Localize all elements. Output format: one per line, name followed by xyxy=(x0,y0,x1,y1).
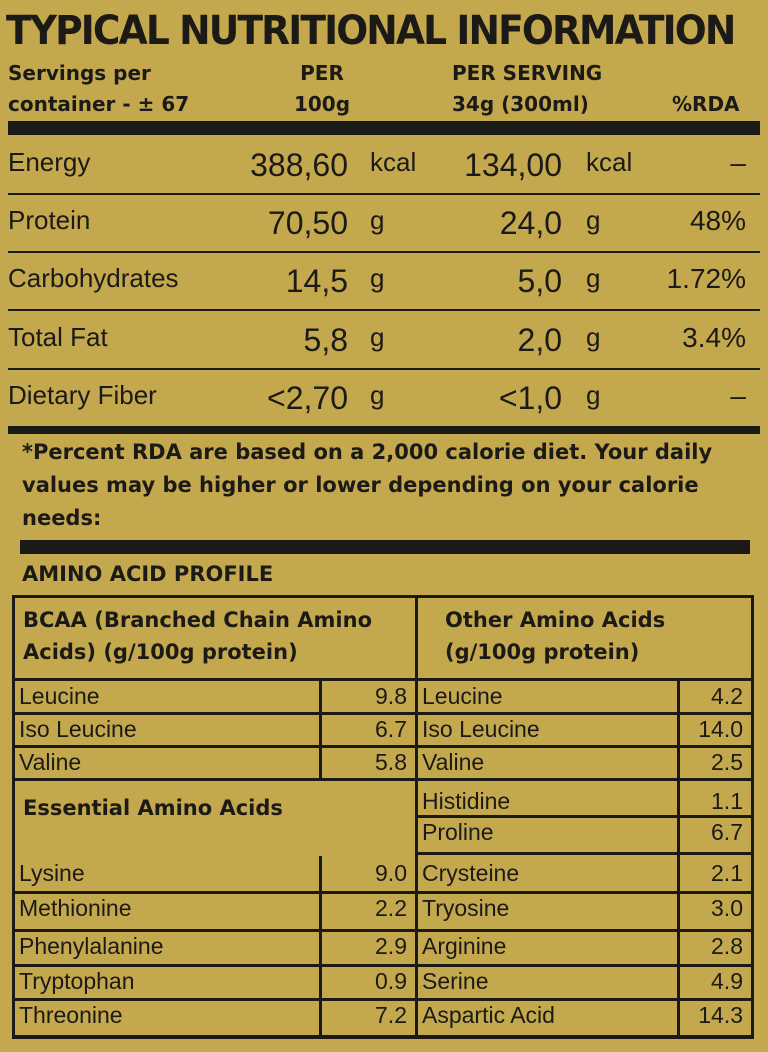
nutrient-row xyxy=(8,368,760,426)
essential-value: 9.0 xyxy=(375,860,407,886)
per-100g-value: 388,60 xyxy=(250,147,348,183)
other-amino-name: Crysteine xyxy=(422,860,520,886)
other-amino-name: Arginine xyxy=(422,933,507,959)
per-serving-unit: g xyxy=(586,205,601,235)
amino-acid-heading: AMINO ACID PROFILE xyxy=(22,562,274,586)
servings-label: Servings per container - ± 67 xyxy=(8,61,190,116)
per-100g-unit: g xyxy=(370,263,385,293)
nutrient-name: Carbohydrates xyxy=(8,263,179,293)
per-serving-unit: g xyxy=(586,263,601,293)
per-100g-header: PER 100g xyxy=(293,61,351,116)
per-serving-value: 134,00 xyxy=(464,147,562,183)
other-amino-name: Serine xyxy=(422,968,489,994)
footnote: *Percent RDA are based on a 2,000 calorie diet. Your daily values may be higher or lower depending on your calorie needs: xyxy=(22,440,713,530)
other-amino-value: 4.9 xyxy=(711,968,743,994)
other-value-divider xyxy=(677,678,680,1036)
bcaa-name: Valine xyxy=(19,749,82,775)
nutrient-row xyxy=(8,135,760,195)
per-serving-value: <1,0 xyxy=(498,380,562,416)
nutrient-row xyxy=(8,251,760,311)
page-title: TYPICAL NUTRITIONAL INFORMATION xyxy=(6,8,735,54)
footnote-divider xyxy=(20,540,750,554)
rda-value: 48% xyxy=(689,205,746,236)
other-amino-row-divider xyxy=(418,1035,751,1038)
essential-name: Threonine xyxy=(19,1002,123,1028)
nutrition-bottom-divider xyxy=(8,426,760,434)
nutrient-row xyxy=(8,193,760,253)
nutrient-name: Total Fat xyxy=(8,322,108,352)
per-100g-value: 70,50 xyxy=(267,205,348,241)
bcaa-name: Leucine xyxy=(19,683,100,709)
essential-value: 2.9 xyxy=(375,933,407,959)
other-amino-header: Other Amino Acids (g/100g protein) xyxy=(445,608,666,664)
nutrient-name: Dietary Fiber xyxy=(8,380,157,410)
essential-row-divider xyxy=(15,1035,415,1038)
other-amino-value: 1.1 xyxy=(711,788,743,814)
other-amino-name: Proline xyxy=(422,819,494,845)
essential-name: Phenylalanine xyxy=(19,933,164,959)
essential-name: Lysine xyxy=(19,860,85,886)
other-amino-name: Valine xyxy=(422,749,485,775)
amino-acid-table xyxy=(12,595,754,1039)
rda-value: 1.72% xyxy=(666,263,746,294)
rda-header: %RDA xyxy=(672,92,740,116)
bcaa-value: 5.8 xyxy=(375,749,407,775)
other-amino-name: Iso Leucine xyxy=(422,716,540,742)
per-100g-unit: g xyxy=(370,205,385,235)
rda-value: – xyxy=(730,147,746,178)
bcaa-header: BCAA (Branched Chain Amino Acids) (g/100g protein) xyxy=(23,608,373,664)
per-100g-value: 5,8 xyxy=(303,322,348,358)
nutrient-row xyxy=(8,310,760,370)
essential-header: Essential Amino Acids xyxy=(23,796,283,820)
essential-value: 2.2 xyxy=(375,895,407,921)
bcaa-value: 9.8 xyxy=(375,683,407,709)
per-100g-value: 14,5 xyxy=(285,263,348,299)
other-amino-value: 3.0 xyxy=(711,895,743,921)
other-amino-value: 2.1 xyxy=(711,860,743,886)
other-amino-name: Leucine xyxy=(422,683,503,709)
per-serving-value: 2,0 xyxy=(517,322,562,358)
other-amino-value: 4.2 xyxy=(711,683,743,709)
essential-name: Methionine xyxy=(19,895,132,921)
other-amino-value: 2.5 xyxy=(711,749,743,775)
essential-value: 7.2 xyxy=(375,1002,407,1028)
essential-value-divider xyxy=(319,856,322,1036)
per-100g-unit: kcal xyxy=(370,147,417,177)
rda-value: 3.4% xyxy=(682,322,746,353)
other-amino-name: Aspartic Acid xyxy=(422,1002,555,1028)
bcaa-row-divider xyxy=(15,778,415,781)
header-divider xyxy=(8,121,760,135)
other-amino-name: Tryosine xyxy=(422,895,510,921)
essential-value: 0.9 xyxy=(375,968,407,994)
other-amino-row-divider xyxy=(418,852,751,855)
nutrient-name: Energy xyxy=(8,147,91,177)
per-serving-value: 5,0 xyxy=(517,263,562,299)
rda-value: – xyxy=(730,380,746,411)
per-serving-header: PER SERVING 34g (300ml) xyxy=(452,61,603,116)
other-amino-value: 14.3 xyxy=(698,1002,743,1028)
bcaa-value: 6.7 xyxy=(375,716,407,742)
other-amino-row-divider xyxy=(418,778,751,781)
bcaa-value-divider xyxy=(319,678,322,780)
other-amino-value: 14.0 xyxy=(698,716,743,742)
other-amino-value: 6.7 xyxy=(711,819,743,845)
per-serving-unit: kcal xyxy=(586,147,633,177)
per-serving-unit: g xyxy=(586,380,601,410)
nutrient-name: Protein xyxy=(8,205,91,235)
per-100g-unit: g xyxy=(370,322,385,352)
bcaa-name: Iso Leucine xyxy=(19,716,137,742)
per-serving-value: 24,0 xyxy=(499,205,562,241)
essential-name: Tryptophan xyxy=(19,968,135,994)
per-100g-unit: g xyxy=(370,380,385,410)
other-amino-value: 2.8 xyxy=(711,933,743,959)
per-serving-unit: g xyxy=(586,322,601,352)
per-100g-value: <2,70 xyxy=(267,380,348,416)
other-amino-name: Histidine xyxy=(422,788,511,814)
